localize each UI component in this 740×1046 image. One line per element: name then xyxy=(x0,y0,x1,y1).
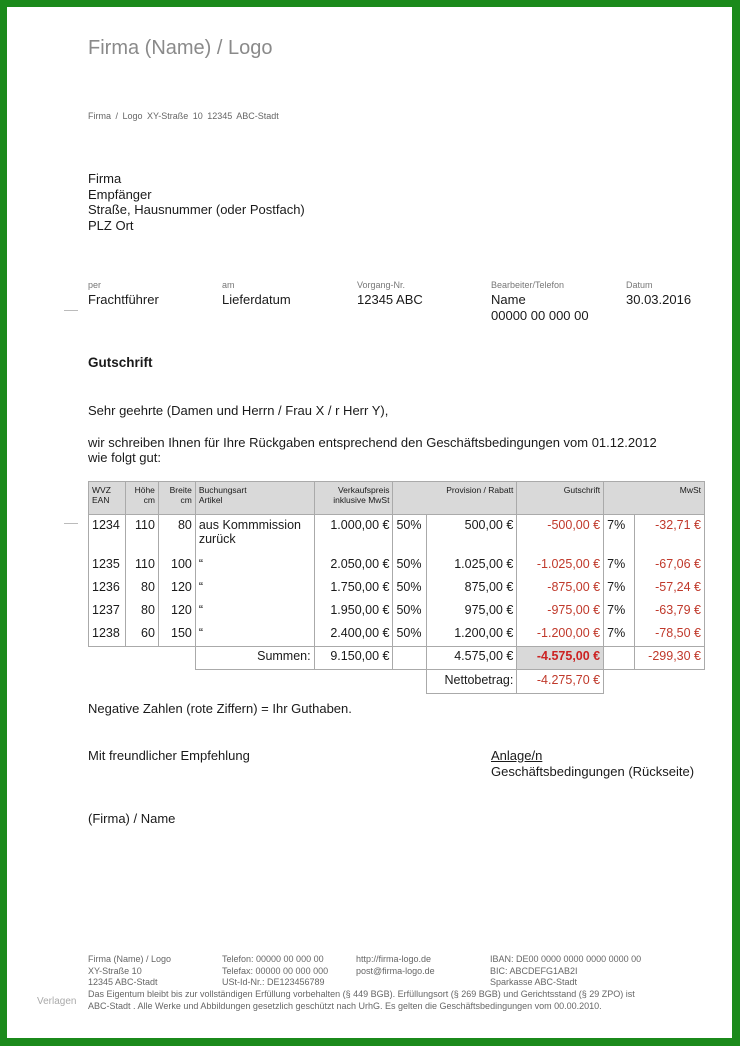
cell-vk: 1.000,00 € xyxy=(314,515,393,555)
sum-row xyxy=(89,647,705,670)
letter-page xyxy=(7,7,732,1038)
salutation: Sehr geehrte (Damen und Herrn / Frau X / r Herr Y), xyxy=(88,403,389,418)
per-label: per xyxy=(88,280,102,290)
cell-gut: -1.200,00 € xyxy=(517,623,604,647)
cell-wvz: 1235 xyxy=(89,554,126,577)
company-logo-text: Firma (Name) / Logo xyxy=(88,37,273,59)
table-row xyxy=(89,515,705,555)
cell-wvz: 1238 xyxy=(89,623,126,647)
cell-prov: 500,00 € xyxy=(427,515,517,555)
cell-mwst: -32,71 € xyxy=(635,515,705,555)
net-label: Nettobetrag: xyxy=(427,670,517,694)
net-row xyxy=(89,670,705,694)
cell-hoehe: 80 xyxy=(125,600,158,623)
header-provision: Provision / Rabatt xyxy=(393,482,517,515)
table-row xyxy=(89,577,705,600)
bearbeiter-name: Name xyxy=(491,292,526,307)
cell-breite: 120 xyxy=(158,600,195,623)
footer-legal: Das Eigentum bleibt bis zur vollständigen Erfüllung vorbehalten (§ 449 BGB). Erfüllungsort (§ 269 BGB) und Gerichtsstand (§ 29 ZPO) ist ABC-Stadt . Alle Werke und Abbildungen gesetzlich geschützt nach UrhG. Es gelten die Geschäftsbedingungen vom 00.00.2010. xyxy=(88,989,635,1011)
cell-vk: 2.400,00 € xyxy=(314,623,393,647)
datum-label: Datum xyxy=(626,280,653,290)
cell-pct: 50% xyxy=(393,515,427,555)
footer-col-web: http://firma-logo.de post@firma-logo.de xyxy=(356,954,435,976)
cell-gut: -1.025,00 € xyxy=(517,554,604,577)
cell-vk: 1.950,00 € xyxy=(314,600,393,623)
recipient-line-4: PLZ Ort xyxy=(88,217,134,233)
sum-provision: 4.575,00 € xyxy=(427,647,517,670)
cell-mwst-pct: 7% xyxy=(604,600,635,623)
cell-vk: 1.750,00 € xyxy=(314,577,393,600)
cell-prov: 1.025,00 € xyxy=(427,554,517,577)
intro-line-2: wie folgt gut: xyxy=(88,450,161,465)
cell-pct: 50% xyxy=(393,577,427,600)
header-gutschrift: Gutschrift xyxy=(517,482,604,515)
cell-buchungsart: “ xyxy=(195,623,314,647)
sum-mwst: -299,30 € xyxy=(635,647,705,670)
sender-line: Firma / Logo XY-Straße 10 12345 ABC-Stadt xyxy=(88,111,279,121)
signature: (Firma) / Name xyxy=(88,811,176,826)
vorgang-label: Vorgang-Nr. xyxy=(357,280,406,290)
cell-breite: 150 xyxy=(158,623,195,647)
am-label: am xyxy=(222,280,235,290)
cell-breite: 120 xyxy=(158,577,195,600)
document-title: Gutschrift xyxy=(88,355,153,370)
cell-hoehe: 110 xyxy=(125,554,158,577)
table-row xyxy=(89,623,705,647)
sum-gutschrift: -4.575,00 € xyxy=(517,647,604,670)
cell-wvz: 1234 xyxy=(89,515,126,555)
header-wvz: WVZ EAN xyxy=(89,482,126,515)
cell-gut: -875,00 € xyxy=(517,577,604,600)
cell-breite: 80 xyxy=(158,515,195,555)
footer-col-bank: IBAN: DE00 0000 0000 0000 0000 00 BIC: ABCDEFG1AB2I Sparkasse ABC-Stadt xyxy=(490,954,642,987)
datum-value: 30.03.2016 xyxy=(626,292,692,307)
cell-pct: 50% xyxy=(393,554,427,577)
bearbeiter-value xyxy=(491,292,589,323)
cell-mwst-pct: 7% xyxy=(604,554,635,577)
cell-mwst: -78,50 € xyxy=(635,623,705,647)
cell-mwst: -63,79 € xyxy=(635,600,705,623)
watermark: Verlagen xyxy=(37,996,77,1007)
cell-hoehe: 110 xyxy=(125,515,158,555)
note-negative-numbers: Negative Zahlen (rote Ziffern) = Ihr Guthaben. xyxy=(88,701,352,716)
recipient-address xyxy=(88,171,305,233)
bearbeiter-label: Bearbeiter/Telefon xyxy=(491,280,565,290)
am-value: Lieferdatum xyxy=(222,292,291,307)
footer-col-company: Firma (Name) / Logo XY-Straße 10 12345 ABC-Stadt xyxy=(88,954,172,987)
footer-col-phone: Telefon: 00000 00 000 00 Telefax: 00000 00 000 000 USt-Id-Nr.: DE123456789 xyxy=(222,954,329,987)
cell-mwst: -67,06 € xyxy=(635,554,705,577)
cell-wvz: 1237 xyxy=(89,600,126,623)
cell-buchungsart: aus Kommmission zurück xyxy=(195,515,314,555)
header-verkaufspreis: Verkaufspreis inklusive MwSt xyxy=(314,482,393,515)
header-hoehe: Höhe cm xyxy=(125,482,158,515)
cell-mwst-pct: 7% xyxy=(604,515,635,555)
recipient-line-1: Firma xyxy=(88,171,122,186)
fold-mark xyxy=(64,310,78,311)
credit-table xyxy=(88,481,705,694)
sum-verkaufspreis: 9.150,00 € xyxy=(314,647,393,670)
cell-wvz: 1236 xyxy=(89,577,126,600)
cell-prov: 875,00 € xyxy=(427,577,517,600)
cell-gut: -975,00 € xyxy=(517,600,604,623)
cell-buchungsart: “ xyxy=(195,577,314,600)
table-row xyxy=(89,600,705,623)
table-row xyxy=(89,554,705,577)
cell-mwst: -57,24 € xyxy=(635,577,705,600)
header-breite: Breite cm xyxy=(158,482,195,515)
cell-pct: 50% xyxy=(393,600,427,623)
table-header-row xyxy=(89,482,705,515)
cell-gut: -500,00 € xyxy=(517,515,604,555)
cell-pct: 50% xyxy=(393,623,427,647)
cell-prov: 975,00 € xyxy=(427,600,517,623)
bearbeiter-phone: 00000 00 000 00 xyxy=(491,307,589,323)
intro-line-1: wir schreiben Ihnen für Ihre Rückgaben entsprechend den Geschäftsbedingungen vom 01.12.2012 xyxy=(88,435,657,450)
sum-label: Summen: xyxy=(195,647,314,670)
cell-vk: 2.050,00 € xyxy=(314,554,393,577)
header-mwst: MwSt xyxy=(604,482,705,515)
recipient-line-2: Empfänger xyxy=(88,186,152,202)
vorgang-value: 12345 ABC xyxy=(357,292,423,307)
punch-mark xyxy=(64,523,78,524)
cell-hoehe: 60 xyxy=(125,623,158,647)
cell-hoehe: 80 xyxy=(125,577,158,600)
per-value: Frachtführer xyxy=(88,292,159,307)
cell-breite: 100 xyxy=(158,554,195,577)
header-buchungsart: Buchungsart Artikel xyxy=(195,482,314,515)
closing: Mit freundlicher Empfehlung xyxy=(88,748,250,763)
cell-prov: 1.200,00 € xyxy=(427,623,517,647)
net-value: -4.275,70 € xyxy=(517,670,604,694)
attachment-label: Anlage/n xyxy=(491,748,543,763)
attachment-value: Geschäftsbedingungen (Rückseite) xyxy=(491,764,695,779)
cell-mwst-pct: 7% xyxy=(604,577,635,600)
cell-buchungsart: “ xyxy=(195,600,314,623)
recipient-line-3: Straße, Hausnummer (oder Postfach) xyxy=(88,202,305,217)
cell-mwst-pct: 7% xyxy=(604,623,635,647)
cell-buchungsart: “ xyxy=(195,554,314,577)
